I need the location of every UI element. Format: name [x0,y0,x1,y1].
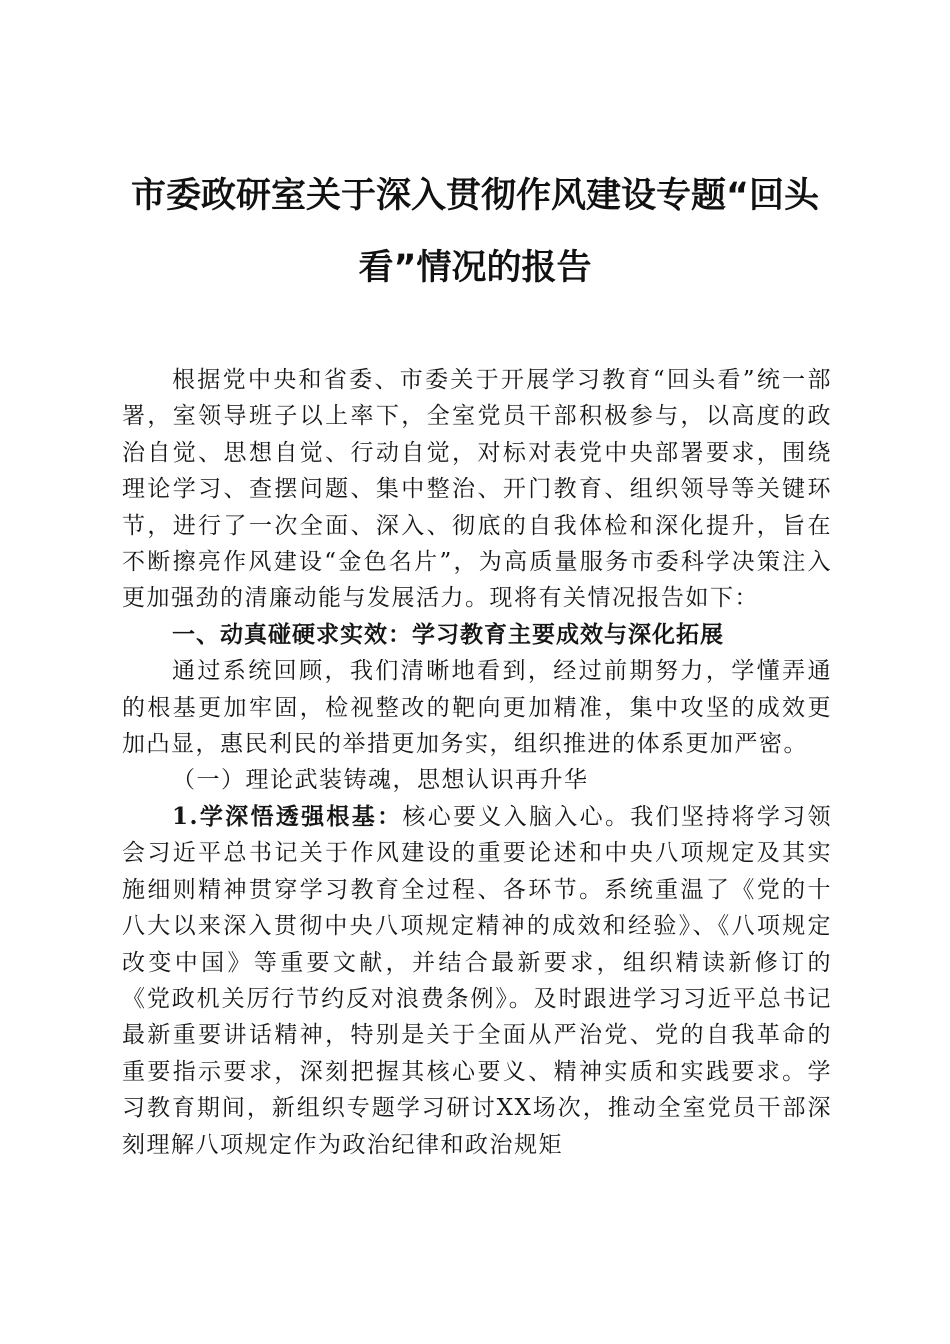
item-1-text: 核心要义入脑入心。我们坚持将学习领会习近平总书记关于作风建设的重要论述和中央八项规定及其实施细则精神贯穿学习教育全过程、各环节。系统重温了《党的十八大以来深入贯彻中央八项规定精神的成效和经验》、《八项规定改变中国》等重要文献，并结合最新要求，组织精读新修订的《党政机关厉行节约反对浪费条例》。及时跟进学习习近平总书记最新重要讲话精神，特别是关于全面从严治党、党的自我革命的重要指示要求，深刻把握其核心要义、精神实质和实践要求。学习教育期间，新组织专题学习研讨XX场次，推动全室党员干部深刻理解八项规定作为政治纪律和政治规矩 [122,803,833,1158]
document-body [122,362,832,1163]
section-1-intro-paragraph: 通过系统回顾，我们清晰地看到，经过前期努力，学懂弄通的根基更加牢固，检视整改的靶向更加精准，集中攻坚的成效更加凸显，惠民利民的举措更加务实，组织推进的体系更加严密。 [122,658,832,758]
item-1-paragraph [122,799,832,1163]
subsection-1-heading: （一）理论武装铸魂，思想认识再升华 [172,767,589,794]
document-title-line-2: 看”情况的报告 [358,248,592,288]
item-1-lead: 1.学深悟透强根基： [172,802,403,830]
document-title-line-1: 市委政研室关于深入贯彻作风建设专题“回头 [130,176,819,216]
section-1-heading: 一、动真碰硬求实效：学习教育主要成效与深化拓展 [172,621,724,648]
intro-paragraph: 根据党中央和省委、市委关于开展学习教育“回头看”统一部署，室领导班子以上率下，全室党员干部积极参与，以高度的政治自觉、思想自觉、行动自觉，对标对表党中央部署要求，围绕理论学习、查摆问题、集中整治、开门教育、组织领导等关键环节，进行了一次全面、深入、彻底的自我体检和深化提升，旨在不断擦亮作风建设“金色名片”，为高质量服务市委科学决策注入更加强劲的清廉动能与发展活力。现将有关情况报告如下： [122,367,832,612]
